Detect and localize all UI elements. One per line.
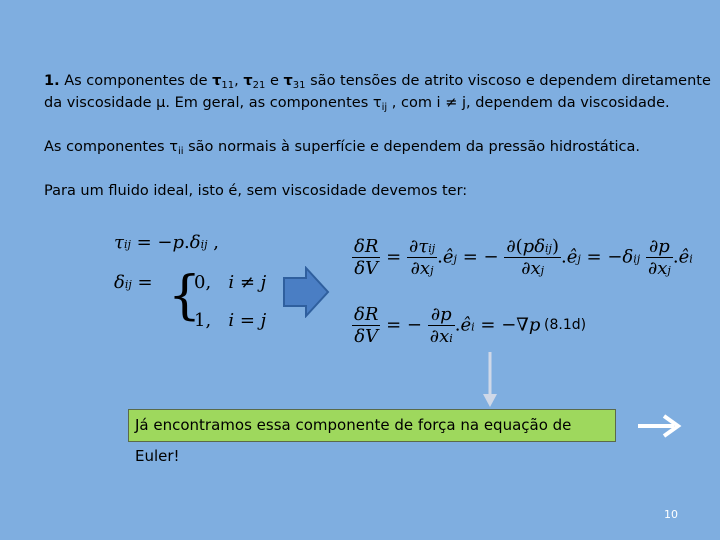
right-arrow-icon[interactable] xyxy=(636,412,682,440)
item-number: 1. xyxy=(44,73,60,89)
paragraph-1-line-2: da viscosidade μ. Em geral, as componentes $\tau_{ij}$ , com i ≠ j, dependem da viscosidade. xyxy=(44,95,670,113)
down-arrow-icon xyxy=(482,352,498,408)
right-block-arrow-icon xyxy=(282,266,330,318)
paragraph-3: Para um fluido ideal, isto é, sem viscosidade devemos ter: xyxy=(44,183,468,199)
paragraph-1-line-1: 1. As componentes de $\tau_{11}$, $\tau_{21}$ e $\tau_{31}$ são tensões de atrito viscoso e dependem diretamente xyxy=(44,73,711,91)
equation-kronecker-delta: δij = { 0, i ≠ j 1, i = j xyxy=(114,266,267,331)
equation-force-derivation: $\frac{\delta R}{\delta V}$ = $\frac{\text{∂τij}}{\partial xj}$ .êj = − $\frac{\text{∂(pδij)}}{\partial xj}$ .êj = −δij $\frac{\partial p}{\partial xj}$ .êi xyxy=(354,236,693,279)
euler-callout: Já encontramos essa componente de força na equação de Euler! xyxy=(128,409,616,442)
paragraph-2: As componentes $\tau_{ii}$ são normais à superfície e dependem da pressão hidrostática. xyxy=(44,139,641,157)
page-number: 10 xyxy=(664,508,678,521)
equation-pressure-gradient: $\frac{\delta R}{\delta V}$ = − $\frac{\partial p}{\partial xi}$ .êi = −∇p xyxy=(354,304,541,347)
equation-tau-ij: τij = −p.δij , xyxy=(114,232,220,253)
equation-label: (8.1d) xyxy=(544,317,587,333)
